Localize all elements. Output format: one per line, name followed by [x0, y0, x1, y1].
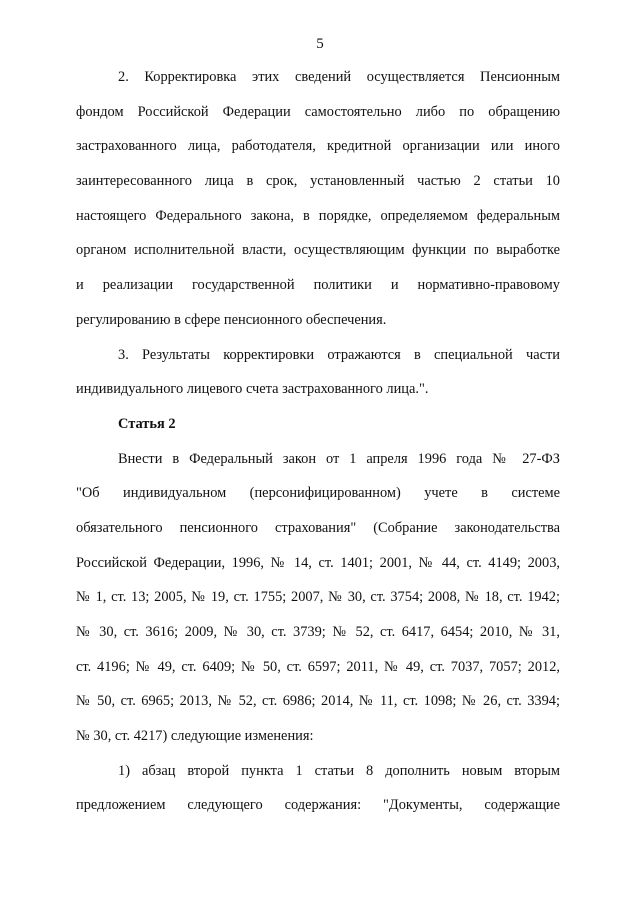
- text-line: застрахованного лица, работодателя, кредитной организации или иного: [76, 138, 560, 155]
- text-line: предложением следующего содержания: "Документы, содержащие: [76, 797, 560, 814]
- text-line: ст. 4196; № 49, ст. 6409; № 50, ст. 6597; 2011, № 49, ст. 7037, 7057; 2012,: [76, 658, 560, 675]
- text-line: 2. Корректировка этих сведений осуществляется Пенсионным: [118, 69, 560, 85]
- paragraph-amendment-1: [76, 754, 560, 823]
- article-heading: [76, 407, 560, 442]
- text-line: фондом Российской Федерации самостоятельно либо по обращению: [76, 103, 560, 120]
- text-line: 3. Результаты корректировки отражаются в специальной части: [118, 346, 560, 363]
- text-line: № 30, ст. 3616; 2009, № 30, ст. 3739; № 52, ст. 6417, 6454; 2010, № 31,: [76, 624, 560, 640]
- text-line: и реализации государственной политики и нормативно-правовому: [76, 277, 560, 294]
- text-line: № 30, ст. 4217) следующие изменения:: [76, 728, 314, 745]
- text-line: настоящего Федерального закона, в порядке, определяемом федеральным: [76, 207, 560, 224]
- text-line: индивидуального лицевого счета застрахованного лица.".: [76, 381, 429, 398]
- text-line: "Об индивидуальном (персонифицированном) учете в системе: [76, 485, 560, 502]
- text-line: Российской Федерации, 1996, № 14, ст. 1401; 2001, № 44, ст. 4149; 2003,: [76, 554, 560, 571]
- document-body: [76, 60, 560, 823]
- text-line: регулированию в сфере пенсионного обеспечения.: [76, 311, 387, 328]
- paragraph-amendments-intro: [76, 442, 560, 754]
- text-line: № 50, ст. 6965; 2013, № 52, ст. 6986; 2014, № 11, ст. 1098; № 26, ст. 3394;: [76, 693, 560, 710]
- text-line: заинтересованного лица в срок, установленный частью 2 статьи 10: [76, 173, 560, 190]
- text-line: 1) абзац второй пункта 1 статьи 8 дополнить новым вторым: [118, 762, 560, 779]
- page-number: 5: [316, 36, 324, 52]
- paragraph-correction-procedure: [76, 60, 560, 338]
- text-line: обязательного пенсионного страхования" (Собрание законодательства: [76, 519, 560, 536]
- text-line: органом исполнительной власти, осуществляющим функции по выработке: [76, 242, 560, 259]
- paragraph-correction-results: [76, 338, 560, 407]
- text-line: Внести в Федеральный закон от 1 апреля 1996 года № 27-ФЗ: [118, 450, 560, 467]
- article-title: Статья 2: [118, 415, 176, 432]
- text-line: № 1, ст. 13; 2005, № 19, ст. 1755; 2007, № 30, ст. 3754; 2008, № 18, ст. 1942;: [76, 589, 560, 606]
